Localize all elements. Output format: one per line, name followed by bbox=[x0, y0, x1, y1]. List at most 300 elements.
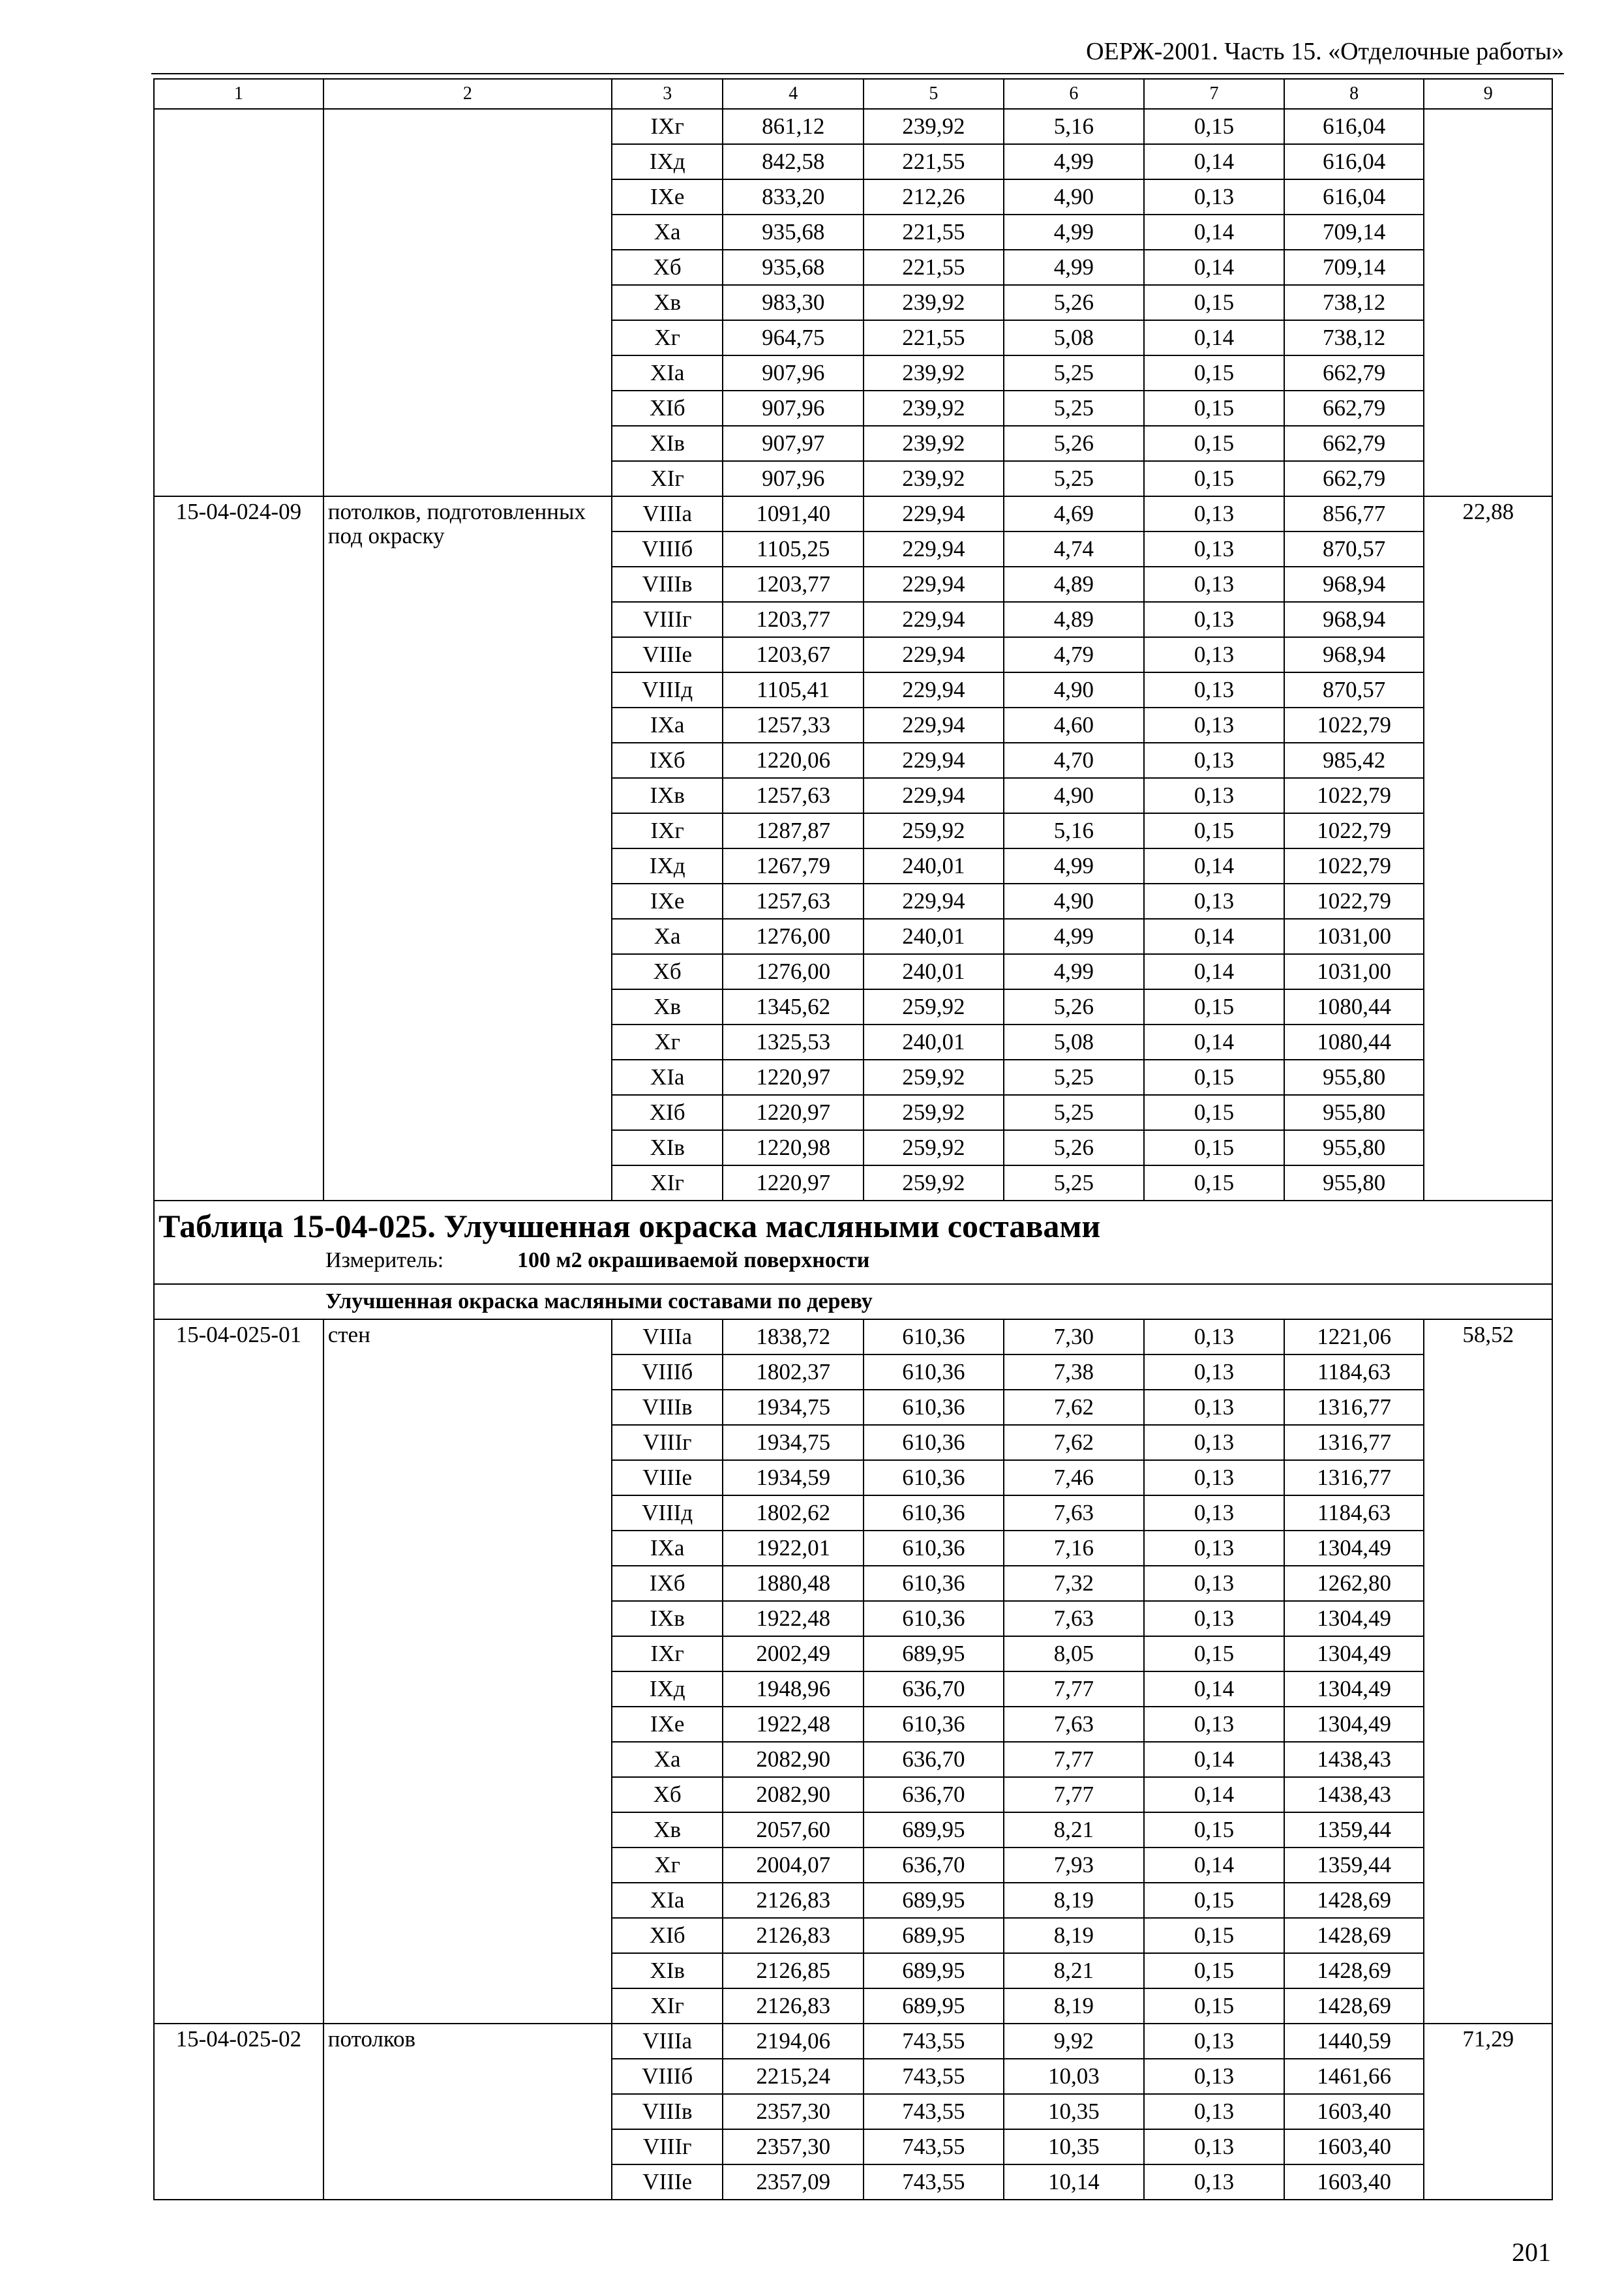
driver-wages-cell: 0,13 bbox=[1144, 884, 1284, 919]
zone-cell: Xв bbox=[612, 989, 723, 1025]
materials-cost-cell: 1428,69 bbox=[1284, 1883, 1424, 1918]
driver-wages-cell: 0,15 bbox=[1144, 461, 1284, 496]
wages-cell: 743,55 bbox=[864, 2094, 1004, 2129]
driver-wages-cell: 0,15 bbox=[1144, 1095, 1284, 1130]
driver-wages-cell: 0,13 bbox=[1144, 1707, 1284, 1742]
materials-cost-cell: 1262,80 bbox=[1284, 1566, 1424, 1601]
driver-wages-cell: 0,15 bbox=[1144, 1130, 1284, 1165]
materials-cost-cell: 955,80 bbox=[1284, 1095, 1424, 1130]
driver-wages-cell: 0,13 bbox=[1144, 1601, 1284, 1636]
table-caption-row bbox=[154, 1201, 1552, 1284]
materials-cost-cell: 1221,06 bbox=[1284, 1319, 1424, 1354]
driver-wages-cell: 0,15 bbox=[1144, 426, 1284, 461]
total-cost-cell: 907,96 bbox=[723, 391, 864, 426]
driver-wages-cell: 0,13 bbox=[1144, 179, 1284, 215]
machine-cost-cell: 4,90 bbox=[1004, 179, 1145, 215]
materials-cost-cell: 662,79 bbox=[1284, 426, 1424, 461]
total-cost-cell: 2004,07 bbox=[723, 1848, 864, 1883]
materials-cost-cell: 1428,69 bbox=[1284, 1918, 1424, 1953]
materials-cost-cell: 955,80 bbox=[1284, 1130, 1424, 1165]
column-number-cell: 8 bbox=[1284, 79, 1424, 109]
machine-cost-cell: 10,14 bbox=[1004, 2164, 1145, 2200]
materials-cost-cell: 1603,40 bbox=[1284, 2164, 1424, 2200]
table-row bbox=[154, 1319, 1552, 1354]
total-cost-cell: 2057,60 bbox=[723, 1812, 864, 1848]
driver-wages-cell: 0,14 bbox=[1144, 954, 1284, 989]
zone-cell: IXг bbox=[612, 813, 723, 848]
machine-cost-cell: 5,26 bbox=[1004, 426, 1145, 461]
machine-cost-cell: 4,69 bbox=[1004, 496, 1145, 531]
total-cost-cell: 2357,30 bbox=[723, 2094, 864, 2129]
materials-cost-cell: 1316,77 bbox=[1284, 1425, 1424, 1460]
machine-cost-cell: 9,92 bbox=[1004, 2024, 1145, 2059]
materials-cost-cell: 662,79 bbox=[1284, 461, 1424, 496]
zone-cell: IXд bbox=[612, 848, 723, 884]
wages-cell: 689,95 bbox=[864, 1953, 1004, 1988]
machine-cost-cell: 8,05 bbox=[1004, 1636, 1145, 1671]
total-cost-cell: 1325,53 bbox=[723, 1025, 864, 1060]
zone-cell: XIг bbox=[612, 1988, 723, 2024]
total-cost-cell: 1880,48 bbox=[723, 1566, 864, 1601]
wages-cell: 240,01 bbox=[864, 848, 1004, 884]
zone-cell: Xб bbox=[612, 954, 723, 989]
machine-cost-cell: 5,25 bbox=[1004, 1165, 1145, 1201]
wages-cell: 689,95 bbox=[864, 1812, 1004, 1848]
wages-cell: 229,94 bbox=[864, 602, 1004, 637]
wages-cell: 221,55 bbox=[864, 250, 1004, 285]
machine-cost-cell: 5,26 bbox=[1004, 989, 1145, 1025]
total-cost-cell: 1220,97 bbox=[723, 1165, 864, 1201]
column-number-cell: 4 bbox=[723, 79, 864, 109]
driver-wages-cell: 0,15 bbox=[1144, 989, 1284, 1025]
subsection-title: Улучшенная окраска масляными составами по дереву bbox=[154, 1284, 1552, 1319]
driver-wages-cell: 0,13 bbox=[1144, 2059, 1284, 2094]
zone-cell: Xа bbox=[612, 215, 723, 250]
driver-wages-cell: 0,15 bbox=[1144, 391, 1284, 426]
total-cost-cell: 983,30 bbox=[723, 285, 864, 320]
wages-cell: 610,36 bbox=[864, 1460, 1004, 1495]
materials-cost-cell: 1080,44 bbox=[1284, 989, 1424, 1025]
wages-cell: 636,70 bbox=[864, 1777, 1004, 1812]
materials-cost-cell: 1022,79 bbox=[1284, 813, 1424, 848]
wages-cell: 229,94 bbox=[864, 531, 1004, 567]
machine-cost-cell: 8,19 bbox=[1004, 1883, 1145, 1918]
machine-cost-cell: 5,08 bbox=[1004, 1025, 1145, 1060]
rate-code-cell bbox=[154, 109, 323, 496]
driver-wages-cell: 0,13 bbox=[1144, 567, 1284, 602]
machine-cost-cell: 4,99 bbox=[1004, 848, 1145, 884]
table-caption bbox=[154, 1201, 1552, 1284]
driver-wages-cell: 0,13 bbox=[1144, 2164, 1284, 2200]
total-cost-cell: 907,97 bbox=[723, 426, 864, 461]
materials-cost-cell: 870,57 bbox=[1284, 672, 1424, 708]
column-number-cell: 6 bbox=[1004, 79, 1145, 109]
zone-cell: IXв bbox=[612, 778, 723, 813]
zone-cell: XIб bbox=[612, 1095, 723, 1130]
materials-cost-cell: 1438,43 bbox=[1284, 1742, 1424, 1777]
driver-wages-cell: 0,14 bbox=[1144, 1742, 1284, 1777]
total-cost-cell: 1922,01 bbox=[723, 1531, 864, 1566]
wages-cell: 636,70 bbox=[864, 1848, 1004, 1883]
driver-wages-cell: 0,13 bbox=[1144, 672, 1284, 708]
driver-wages-cell: 0,13 bbox=[1144, 1425, 1284, 1460]
zone-cell: XIв bbox=[612, 1130, 723, 1165]
zone-cell: XIа bbox=[612, 1883, 723, 1918]
driver-wages-cell: 0,13 bbox=[1144, 708, 1284, 743]
wages-cell: 229,94 bbox=[864, 567, 1004, 602]
zone-cell: Xв bbox=[612, 1812, 723, 1848]
wages-cell: 610,36 bbox=[864, 1601, 1004, 1636]
column-number-cell: 7 bbox=[1144, 79, 1284, 109]
machine-cost-cell: 7,63 bbox=[1004, 1495, 1145, 1531]
zone-cell: Xг bbox=[612, 320, 723, 355]
driver-wages-cell: 0,13 bbox=[1144, 1460, 1284, 1495]
materials-cost-cell: 1438,43 bbox=[1284, 1777, 1424, 1812]
machine-cost-cell: 5,25 bbox=[1004, 461, 1145, 496]
zone-cell: Xв bbox=[612, 285, 723, 320]
zone-cell: IXе bbox=[612, 884, 723, 919]
machine-cost-cell: 4,79 bbox=[1004, 637, 1145, 672]
machine-cost-cell: 7,77 bbox=[1004, 1671, 1145, 1707]
zone-cell: VIIIв bbox=[612, 2094, 723, 2129]
driver-wages-cell: 0,14 bbox=[1144, 215, 1284, 250]
machine-cost-cell: 4,99 bbox=[1004, 144, 1145, 179]
materials-cost-cell: 738,12 bbox=[1284, 285, 1424, 320]
total-cost-cell: 907,96 bbox=[723, 461, 864, 496]
materials-cost-cell: 616,04 bbox=[1284, 144, 1424, 179]
machine-cost-cell: 10,03 bbox=[1004, 2059, 1145, 2094]
materials-cost-cell: 738,12 bbox=[1284, 320, 1424, 355]
driver-wages-cell: 0,13 bbox=[1144, 778, 1284, 813]
total-cost-cell: 2082,90 bbox=[723, 1742, 864, 1777]
machine-cost-cell: 5,16 bbox=[1004, 109, 1145, 144]
table-row bbox=[154, 109, 1552, 144]
zone-cell: XIв bbox=[612, 1953, 723, 1988]
materials-cost-cell: 1428,69 bbox=[1284, 1988, 1424, 2024]
materials-cost-cell: 1031,00 bbox=[1284, 919, 1424, 954]
driver-wages-cell: 0,15 bbox=[1144, 109, 1284, 144]
total-cost-cell: 1220,97 bbox=[723, 1095, 864, 1130]
materials-cost-cell: 616,04 bbox=[1284, 109, 1424, 144]
zone-cell: IXд bbox=[612, 1671, 723, 1707]
rate-code-cell: 15-04-024-09 bbox=[154, 496, 323, 1201]
zone-cell: XIа bbox=[612, 355, 723, 391]
materials-cost-cell: 968,94 bbox=[1284, 567, 1424, 602]
labor-cost-cell: 58,52 bbox=[1424, 1319, 1552, 2024]
machine-cost-cell: 5,25 bbox=[1004, 391, 1145, 426]
driver-wages-cell: 0,14 bbox=[1144, 848, 1284, 884]
machine-cost-cell: 4,70 bbox=[1004, 743, 1145, 778]
work-description-cell bbox=[323, 109, 612, 496]
zone-cell: IXг bbox=[612, 1636, 723, 1671]
zone-cell: VIIIд bbox=[612, 672, 723, 708]
machine-cost-cell: 4,89 bbox=[1004, 602, 1145, 637]
machine-cost-cell: 4,90 bbox=[1004, 778, 1145, 813]
driver-wages-cell: 0,13 bbox=[1144, 1531, 1284, 1566]
driver-wages-cell: 0,13 bbox=[1144, 1354, 1284, 1390]
driver-wages-cell: 0,13 bbox=[1144, 2024, 1284, 2059]
wages-cell: 239,92 bbox=[864, 461, 1004, 496]
driver-wages-cell: 0,14 bbox=[1144, 320, 1284, 355]
machine-cost-cell: 4,89 bbox=[1004, 567, 1145, 602]
labor-cost-cell: 71,29 bbox=[1424, 2024, 1552, 2200]
measurement-unit bbox=[158, 1247, 1548, 1274]
rate-code-cell: 15-04-025-02 bbox=[154, 2024, 323, 2200]
wages-cell: 240,01 bbox=[864, 1025, 1004, 1060]
materials-cost-cell: 662,79 bbox=[1284, 391, 1424, 426]
unit-label: Измеритель: bbox=[325, 1248, 444, 1272]
driver-wages-cell: 0,14 bbox=[1144, 1777, 1284, 1812]
wages-cell: 221,55 bbox=[864, 215, 1004, 250]
page-number: 201 bbox=[1512, 2237, 1551, 2267]
zone-cell: IXб bbox=[612, 1566, 723, 1601]
total-cost-cell: 1220,97 bbox=[723, 1060, 864, 1095]
total-cost-cell: 1934,75 bbox=[723, 1390, 864, 1425]
zone-cell: XIа bbox=[612, 1060, 723, 1095]
zone-cell: VIIIе bbox=[612, 1460, 723, 1495]
total-cost-cell: 2194,06 bbox=[723, 2024, 864, 2059]
wages-cell: 610,36 bbox=[864, 1319, 1004, 1354]
column-number-cell: 1 bbox=[154, 79, 323, 109]
zone-cell: VIIIб bbox=[612, 1354, 723, 1390]
machine-cost-cell: 8,19 bbox=[1004, 1918, 1145, 1953]
total-cost-cell: 1345,62 bbox=[723, 989, 864, 1025]
machine-cost-cell: 7,77 bbox=[1004, 1777, 1145, 1812]
table-title: Таблица 15-04-025. Улучшенная окраска масляными составами bbox=[158, 1208, 1101, 1244]
subsection-row bbox=[154, 1284, 1552, 1319]
machine-cost-cell: 8,19 bbox=[1004, 1988, 1145, 2024]
driver-wages-cell: 0,15 bbox=[1144, 1988, 1284, 2024]
materials-cost-cell: 955,80 bbox=[1284, 1060, 1424, 1095]
wages-cell: 610,36 bbox=[864, 1531, 1004, 1566]
driver-wages-cell: 0,15 bbox=[1144, 355, 1284, 391]
materials-cost-cell: 1184,63 bbox=[1284, 1495, 1424, 1531]
wages-cell: 212,26 bbox=[864, 179, 1004, 215]
work-description-cell: потолков bbox=[323, 2024, 612, 2200]
wages-cell: 239,92 bbox=[864, 391, 1004, 426]
materials-cost-cell: 1359,44 bbox=[1284, 1848, 1424, 1883]
total-cost-cell: 842,58 bbox=[723, 144, 864, 179]
wages-cell: 229,94 bbox=[864, 743, 1004, 778]
zone-cell: IXа bbox=[612, 1531, 723, 1566]
wages-cell: 636,70 bbox=[864, 1671, 1004, 1707]
machine-cost-cell: 5,25 bbox=[1004, 1060, 1145, 1095]
total-cost-cell: 1934,59 bbox=[723, 1460, 864, 1495]
wages-cell: 610,36 bbox=[864, 1354, 1004, 1390]
wages-cell: 259,92 bbox=[864, 1095, 1004, 1130]
zone-cell: VIIIг bbox=[612, 2129, 723, 2164]
wages-cell: 610,36 bbox=[864, 1495, 1004, 1531]
driver-wages-cell: 0,15 bbox=[1144, 1812, 1284, 1848]
zone-cell: XIб bbox=[612, 1918, 723, 1953]
zone-cell: VIIIг bbox=[612, 602, 723, 637]
zone-cell: VIIIа bbox=[612, 2024, 723, 2059]
wages-cell: 743,55 bbox=[864, 2164, 1004, 2200]
table-row bbox=[154, 2024, 1552, 2059]
total-cost-cell: 2215,24 bbox=[723, 2059, 864, 2094]
wages-cell: 259,92 bbox=[864, 1130, 1004, 1165]
materials-cost-cell: 616,04 bbox=[1284, 179, 1424, 215]
materials-cost-cell: 1304,49 bbox=[1284, 1671, 1424, 1707]
total-cost-cell: 1105,41 bbox=[723, 672, 864, 708]
zone-cell: IXв bbox=[612, 1601, 723, 1636]
total-cost-cell: 1934,75 bbox=[723, 1425, 864, 1460]
total-cost-cell: 2357,30 bbox=[723, 2129, 864, 2164]
materials-cost-cell: 985,42 bbox=[1284, 743, 1424, 778]
zone-cell: VIIIе bbox=[612, 637, 723, 672]
total-cost-cell: 2082,90 bbox=[723, 1777, 864, 1812]
driver-wages-cell: 0,15 bbox=[1144, 1953, 1284, 1988]
materials-cost-cell: 1080,44 bbox=[1284, 1025, 1424, 1060]
driver-wages-cell: 0,15 bbox=[1144, 1165, 1284, 1201]
zone-cell: VIIIд bbox=[612, 1495, 723, 1531]
materials-cost-cell: 1022,79 bbox=[1284, 778, 1424, 813]
materials-cost-cell: 709,14 bbox=[1284, 215, 1424, 250]
driver-wages-cell: 0,14 bbox=[1144, 144, 1284, 179]
wages-cell: 240,01 bbox=[864, 919, 1004, 954]
machine-cost-cell: 4,60 bbox=[1004, 708, 1145, 743]
total-cost-cell: 1105,25 bbox=[723, 531, 864, 567]
zone-cell: XIв bbox=[612, 426, 723, 461]
total-cost-cell: 1838,72 bbox=[723, 1319, 864, 1354]
wages-cell: 743,55 bbox=[864, 2129, 1004, 2164]
zone-cell: VIIIа bbox=[612, 496, 723, 531]
machine-cost-cell: 7,77 bbox=[1004, 1742, 1145, 1777]
machine-cost-cell: 7,62 bbox=[1004, 1390, 1145, 1425]
column-number-row bbox=[154, 79, 1552, 109]
zone-cell: XIг bbox=[612, 1165, 723, 1201]
total-cost-cell: 935,68 bbox=[723, 250, 864, 285]
machine-cost-cell: 4,90 bbox=[1004, 884, 1145, 919]
zone-cell: VIIIв bbox=[612, 1390, 723, 1425]
materials-cost-cell: 1022,79 bbox=[1284, 848, 1424, 884]
materials-cost-cell: 1428,69 bbox=[1284, 1953, 1424, 1988]
total-cost-cell: 1922,48 bbox=[723, 1707, 864, 1742]
wages-cell: 239,92 bbox=[864, 285, 1004, 320]
zone-cell: Xа bbox=[612, 919, 723, 954]
labor-cost-cell bbox=[1424, 109, 1552, 496]
wages-cell: 259,92 bbox=[864, 989, 1004, 1025]
materials-cost-cell: 709,14 bbox=[1284, 250, 1424, 285]
driver-wages-cell: 0,13 bbox=[1144, 496, 1284, 531]
total-cost-cell: 1203,77 bbox=[723, 602, 864, 637]
column-number-cell: 2 bbox=[323, 79, 612, 109]
driver-wages-cell: 0,13 bbox=[1144, 2129, 1284, 2164]
total-cost-cell: 2126,83 bbox=[723, 1918, 864, 1953]
machine-cost-cell: 8,21 bbox=[1004, 1953, 1145, 1988]
zone-cell: XIг bbox=[612, 461, 723, 496]
machine-cost-cell: 5,08 bbox=[1004, 320, 1145, 355]
total-cost-cell: 1220,06 bbox=[723, 743, 864, 778]
total-cost-cell: 2126,83 bbox=[723, 1988, 864, 2024]
driver-wages-cell: 0,13 bbox=[1144, 637, 1284, 672]
zone-cell: VIIIг bbox=[612, 1425, 723, 1460]
wages-cell: 229,94 bbox=[864, 884, 1004, 919]
total-cost-cell: 861,12 bbox=[723, 109, 864, 144]
zone-cell: XIб bbox=[612, 391, 723, 426]
driver-wages-cell: 0,13 bbox=[1144, 602, 1284, 637]
machine-cost-cell: 7,63 bbox=[1004, 1601, 1145, 1636]
driver-wages-cell: 0,15 bbox=[1144, 1636, 1284, 1671]
total-cost-cell: 1257,63 bbox=[723, 778, 864, 813]
wages-cell: 239,92 bbox=[864, 355, 1004, 391]
materials-cost-cell: 662,79 bbox=[1284, 355, 1424, 391]
machine-cost-cell: 5,26 bbox=[1004, 285, 1145, 320]
wages-cell: 229,94 bbox=[864, 672, 1004, 708]
total-cost-cell: 833,20 bbox=[723, 179, 864, 215]
rate-code-cell: 15-04-025-01 bbox=[154, 1319, 323, 2024]
machine-cost-cell: 7,62 bbox=[1004, 1425, 1145, 1460]
wages-cell: 259,92 bbox=[864, 1165, 1004, 1201]
machine-cost-cell: 7,30 bbox=[1004, 1319, 1145, 1354]
unit-value: 100 м2 окрашиваемой поверхности bbox=[517, 1248, 870, 1272]
machine-cost-cell: 8,21 bbox=[1004, 1812, 1145, 1848]
zone-cell: VIIIб bbox=[612, 2059, 723, 2094]
wages-cell: 610,36 bbox=[864, 1390, 1004, 1425]
total-cost-cell: 1267,79 bbox=[723, 848, 864, 884]
machine-cost-cell: 7,63 bbox=[1004, 1707, 1145, 1742]
machine-cost-cell: 10,35 bbox=[1004, 2129, 1145, 2164]
driver-wages-cell: 0,15 bbox=[1144, 1918, 1284, 1953]
materials-cost-cell: 1022,79 bbox=[1284, 708, 1424, 743]
driver-wages-cell: 0,13 bbox=[1144, 1390, 1284, 1425]
materials-cost-cell: 1184,63 bbox=[1284, 1354, 1424, 1390]
materials-cost-cell: 1316,77 bbox=[1284, 1390, 1424, 1425]
machine-cost-cell: 7,16 bbox=[1004, 1531, 1145, 1566]
driver-wages-cell: 0,13 bbox=[1144, 1566, 1284, 1601]
machine-cost-cell: 7,93 bbox=[1004, 1848, 1145, 1883]
driver-wages-cell: 0,13 bbox=[1144, 2094, 1284, 2129]
column-number-cell: 5 bbox=[864, 79, 1004, 109]
wages-cell: 229,94 bbox=[864, 778, 1004, 813]
wages-cell: 229,94 bbox=[864, 708, 1004, 743]
wages-cell: 689,95 bbox=[864, 1636, 1004, 1671]
zone-cell: IXд bbox=[612, 144, 723, 179]
driver-wages-cell: 0,13 bbox=[1144, 1319, 1284, 1354]
materials-cost-cell: 955,80 bbox=[1284, 1165, 1424, 1201]
total-cost-cell: 2126,85 bbox=[723, 1953, 864, 1988]
machine-cost-cell: 5,25 bbox=[1004, 355, 1145, 391]
machine-cost-cell: 10,35 bbox=[1004, 2094, 1145, 2129]
zone-cell: VIIIв bbox=[612, 567, 723, 602]
total-cost-cell: 1203,67 bbox=[723, 637, 864, 672]
total-cost-cell: 1220,98 bbox=[723, 1130, 864, 1165]
wages-cell: 689,95 bbox=[864, 1918, 1004, 1953]
wages-cell: 689,95 bbox=[864, 1988, 1004, 2024]
total-cost-cell: 1257,63 bbox=[723, 884, 864, 919]
materials-cost-cell: 1022,79 bbox=[1284, 884, 1424, 919]
total-cost-cell: 1802,62 bbox=[723, 1495, 864, 1531]
zone-cell: Xб bbox=[612, 250, 723, 285]
wages-cell: 610,36 bbox=[864, 1707, 1004, 1742]
total-cost-cell: 1948,96 bbox=[723, 1671, 864, 1707]
header-rule bbox=[151, 73, 1564, 74]
driver-wages-cell: 0,14 bbox=[1144, 1025, 1284, 1060]
total-cost-cell: 1257,33 bbox=[723, 708, 864, 743]
materials-cost-cell: 1359,44 bbox=[1284, 1812, 1424, 1848]
machine-cost-cell: 4,99 bbox=[1004, 954, 1145, 989]
machine-cost-cell: 5,16 bbox=[1004, 813, 1145, 848]
total-cost-cell: 964,75 bbox=[723, 320, 864, 355]
wages-cell: 610,36 bbox=[864, 1425, 1004, 1460]
zone-cell: IXа bbox=[612, 708, 723, 743]
machine-cost-cell: 7,32 bbox=[1004, 1566, 1145, 1601]
zone-cell: Xа bbox=[612, 1742, 723, 1777]
price-table-body bbox=[154, 79, 1552, 2200]
total-cost-cell: 1802,37 bbox=[723, 1354, 864, 1390]
materials-cost-cell: 1304,49 bbox=[1284, 1636, 1424, 1671]
zone-cell: VIIIа bbox=[612, 1319, 723, 1354]
